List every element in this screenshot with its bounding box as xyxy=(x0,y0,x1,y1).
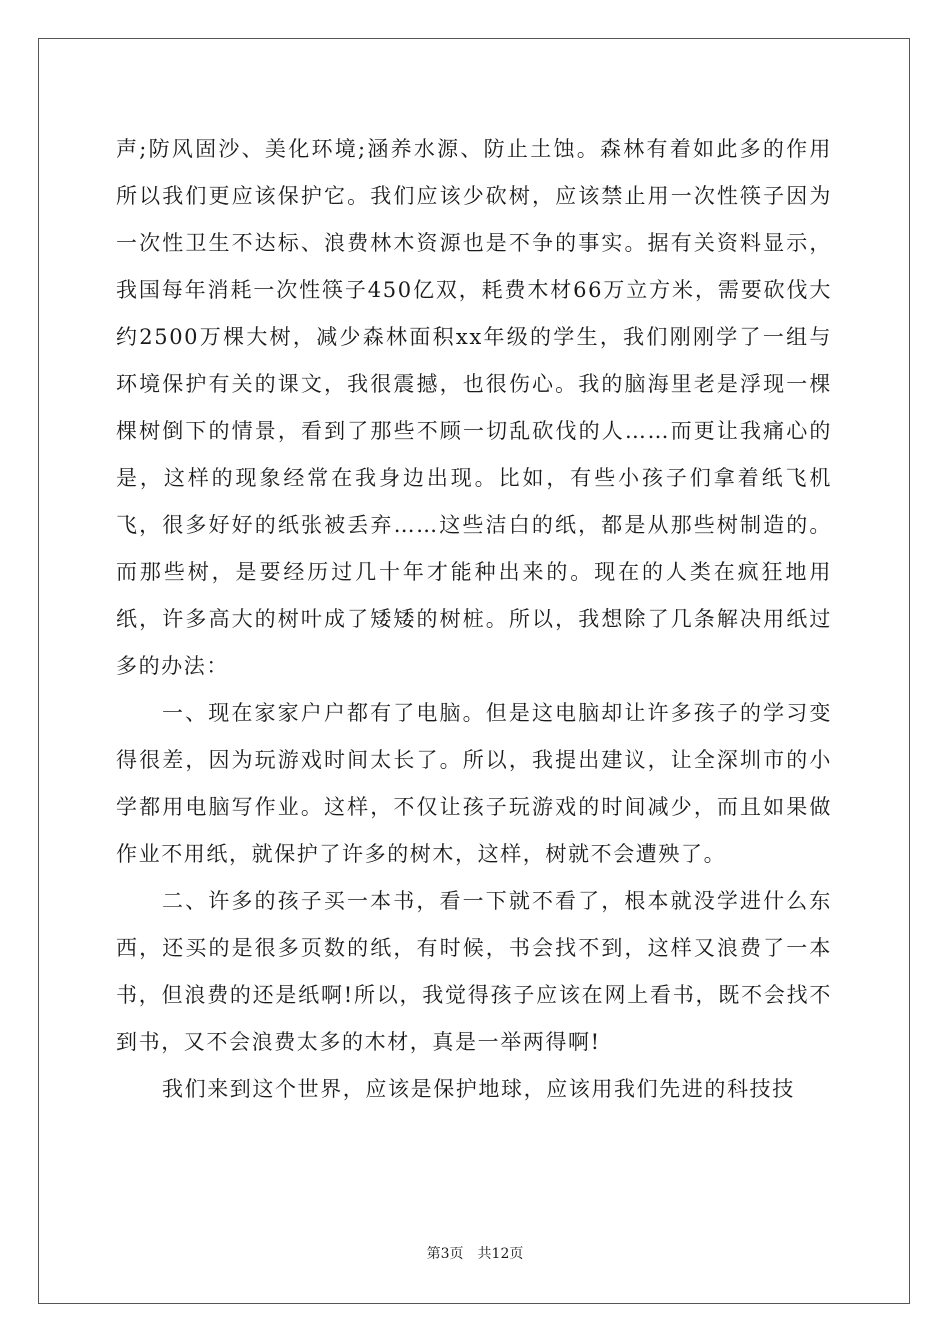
paragraph-1: 声;防风固沙、美化环境;涵养水源、防止土蚀。森林有着如此多的作用所以我们更应该保护它。我们应该少砍树，应该禁止用一次性筷子因为一次性卫生不达标、浪费林木资源也是不争的事实。据有关资料显示，我国每年消耗一次性筷子450亿双，耗费木材66万立方米，需要砍伐大约2500万棵大树，减少森林面积xx年级的学生，我们刚刚学了一组与环境保护有关的课文，我很震撼，也很伤心。我的脑海里老是浮现一棵棵树倒下的情景，看到了那些不顾一切乱砍伐的人……而更让我痛心的是，这样的现象经常在我身边出现。比如，有些小孩子们拿着纸飞机飞，很多好好的纸张被丢弃……这些洁白的纸，都是从那些树制造的。而那些树，是要经历过几十年才能种出来的。现在的人类在疯狂地用纸，许多高大的树叶成了矮矮的树桩。所以，我想除了几条解决用纸过多的办法： xyxy=(116,137,832,678)
paragraph-3: 二、许多的孩子买一本书，看一下就不看了，根本就没学进什么东西，还买的是很多页数的纸，有时候，书会找不到，这样又浪费了一本书，但浪费的还是纸啊!所以，我觉得孩子应该在网上看书，既不会找不到书，又不会浪费太多的木材，真是一举两得啊! xyxy=(116,889,832,1054)
total-pages: 共12页 xyxy=(477,1246,524,1262)
paragraph-4: 我们来到这个世界，应该是保护地球，应该用我们先进的科技技 xyxy=(162,1077,795,1101)
paragraph-2: 一、现在家家户户都有了电脑。但是这电脑却让许多孩子的学习变得很差，因为玩游戏时间太长了。所以，我提出建议，让全深圳市的小学都用电脑写作业。这样，不仅让孩子玩游戏的时间减少，而且如果做作业不用纸，就保护了许多的树木，这样，树就不会遭殃了。 xyxy=(116,701,832,866)
page-number: 第3页 xyxy=(426,1246,464,1262)
page-footer xyxy=(0,1243,950,1263)
document-body xyxy=(116,126,832,1113)
